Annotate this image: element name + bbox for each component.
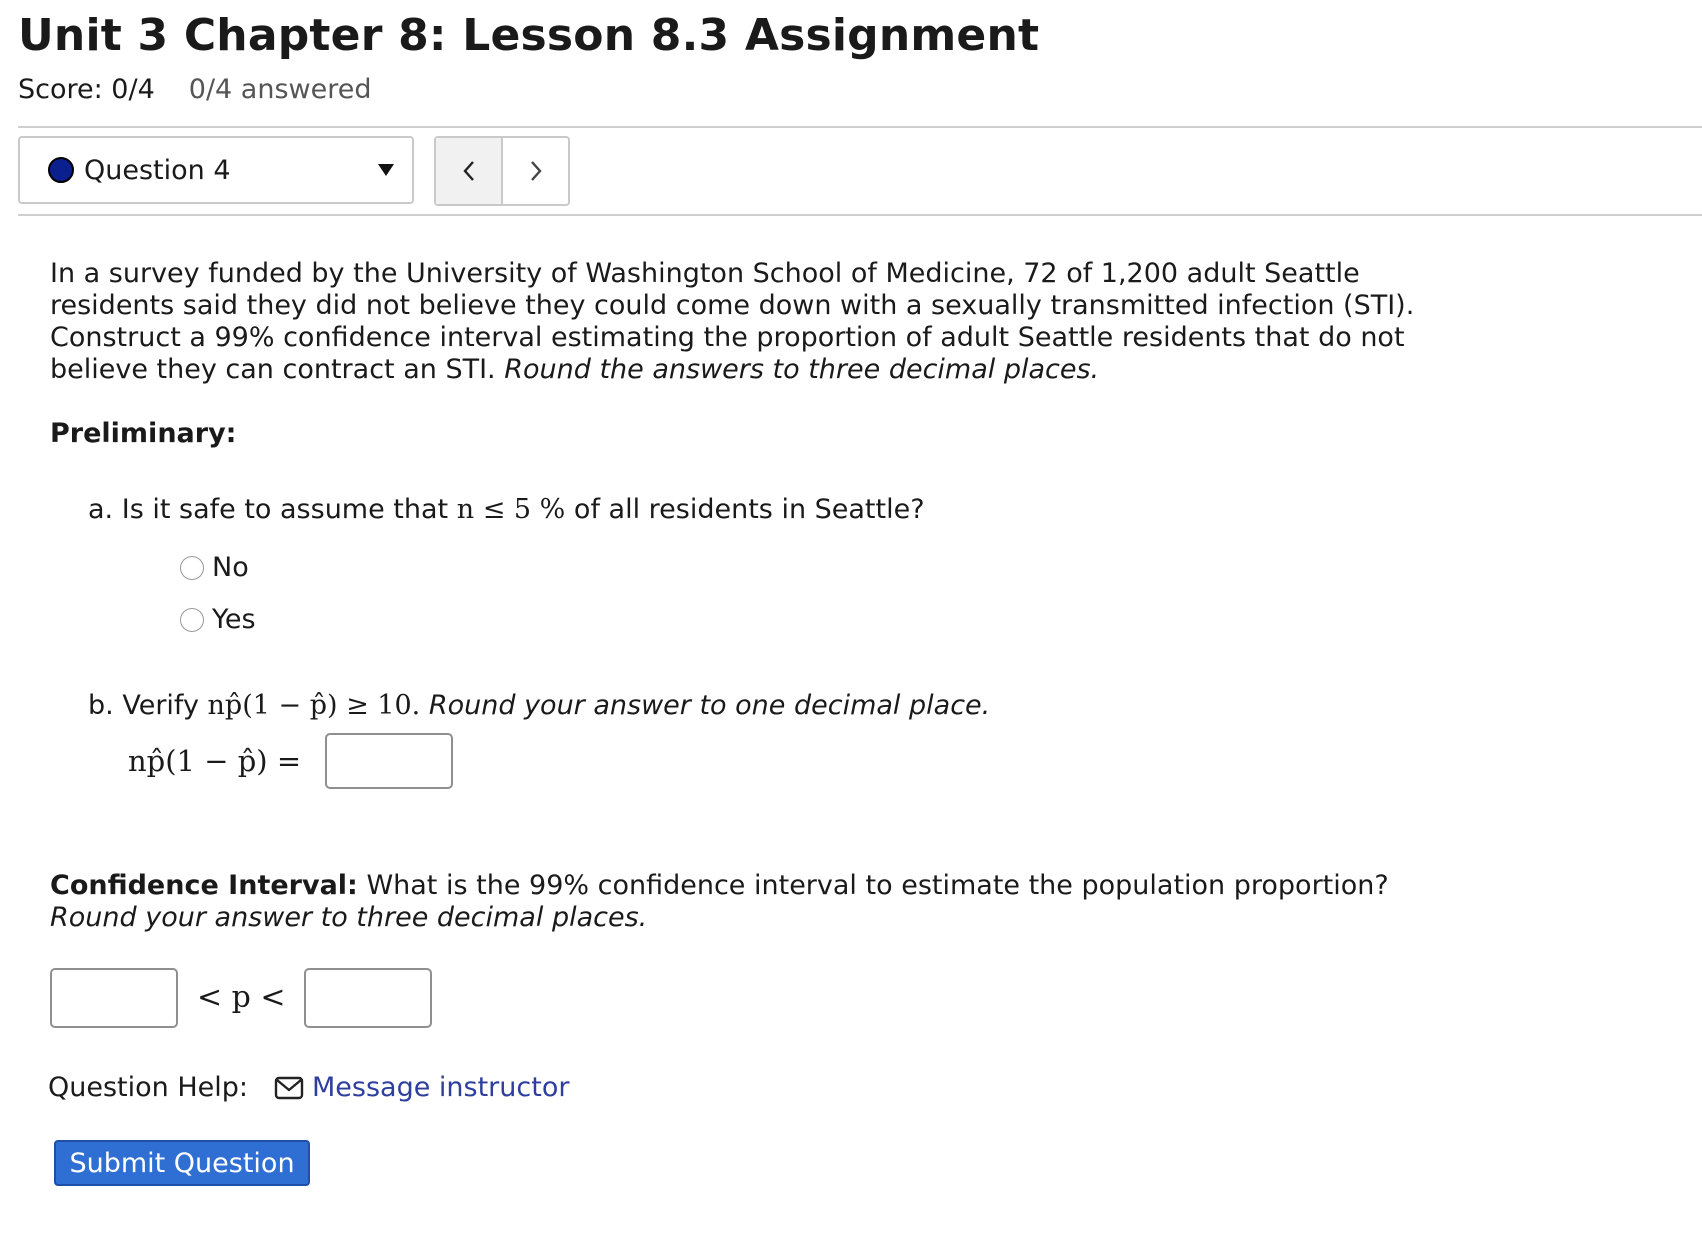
answered-count: 0/4 answered (188, 74, 372, 105)
previous-question-button[interactable] (436, 138, 503, 204)
part-b-math: np̂(1 − p̂) ≥ 10. (207, 690, 421, 721)
score-label: Score: 0/4 (18, 74, 155, 105)
bottom-divider (18, 214, 1702, 216)
option-yes[interactable] (180, 604, 256, 635)
part-b-prompt (88, 690, 990, 721)
part-a-text-before: Is it safe to assume that (121, 494, 449, 525)
part-a-math: n ≤ 5 % (456, 494, 566, 525)
part-a-prefix: a. (88, 494, 114, 525)
top-divider (18, 126, 1702, 128)
radio-no[interactable] (180, 556, 204, 580)
question-help-label: Question Help: (48, 1072, 248, 1103)
next-question-button[interactable] (503, 138, 568, 204)
part-b-expression: np̂(1 − p̂) = (128, 744, 302, 778)
interval-inequality: < p < (197, 980, 286, 1015)
submit-question-button[interactable]: Submit Question (54, 1140, 310, 1186)
page-title: Unit 3 Chapter 8: Lesson 8.3 Assignment (18, 10, 1040, 61)
part-a-text-after: of all residents in Seattle? (573, 494, 925, 525)
question-help (48, 1072, 569, 1103)
question-selector[interactable] (18, 136, 414, 204)
part-a-prompt (88, 494, 925, 525)
question-intro-instruction: Round the answers to three decimal places. (504, 354, 1100, 385)
upper-bound-input[interactable] (304, 968, 432, 1028)
question-status-dot (48, 157, 74, 183)
score-row (18, 74, 371, 105)
confidence-interval-text: What is the 99% confidence interval to estimate the population proportion? (366, 870, 1389, 901)
part-b-answer-input[interactable] (325, 733, 453, 789)
lower-bound-input[interactable] (50, 968, 178, 1028)
dropdown-caret-icon (378, 164, 394, 176)
mail-icon (274, 1076, 304, 1100)
question-intro-text: In a survey funded by the University of Washington School of Medicine, 72 of 1,200 adult Seattle residents said they did not believe they could come down with a sexually transmitted infection (STI). Construct a 99% confidence interval estimating the proportion of adult Seattle residents that do not believe they can contract an STI. (50, 258, 1415, 385)
confidence-interval-instruction: Round your answer to three decimal places. (50, 902, 648, 933)
option-yes-label: Yes (212, 604, 256, 635)
option-no-label: No (212, 552, 249, 583)
radio-yes[interactable] (180, 608, 204, 632)
option-no[interactable] (180, 552, 249, 583)
confidence-interval-prompt (50, 870, 1470, 934)
part-b-prefix: b. (88, 690, 114, 721)
confidence-interval-label: Confidence Interval: (50, 870, 358, 901)
chevron-right-icon (527, 159, 545, 183)
question-intro (50, 258, 1470, 386)
question-nav (434, 136, 570, 206)
message-instructor-link[interactable]: Message instructor (312, 1072, 570, 1103)
preliminary-heading: Preliminary: (50, 418, 237, 449)
chevron-left-icon (460, 159, 478, 183)
part-b-text-before: Verify (122, 690, 199, 721)
question-selector-label: Question 4 (84, 154, 231, 186)
part-b-instruction: Round your answer to one decimal place. (428, 690, 991, 721)
